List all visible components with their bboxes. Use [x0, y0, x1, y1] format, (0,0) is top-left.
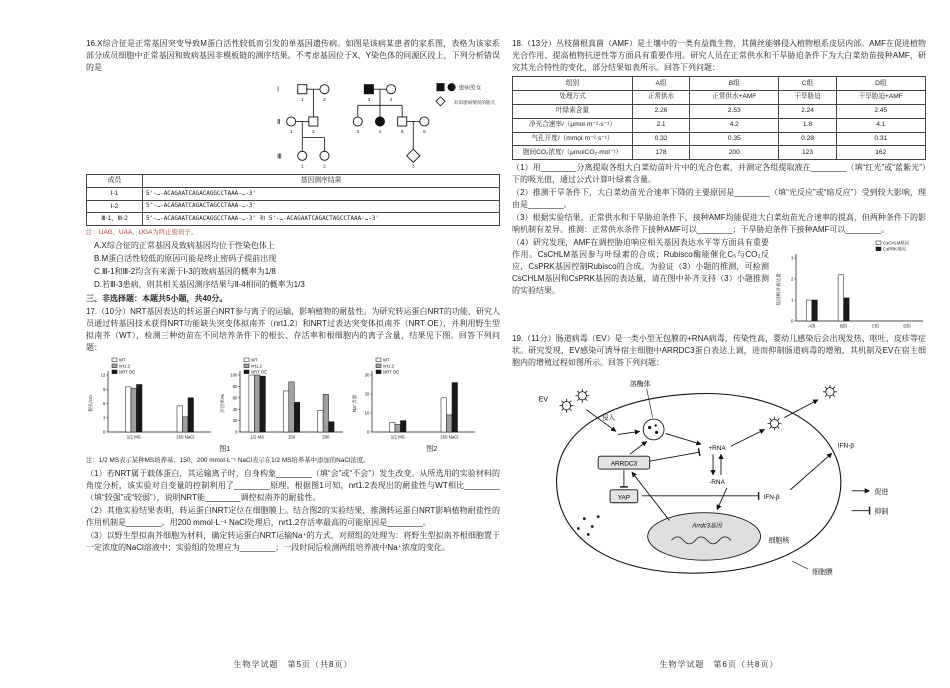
lysosome-label: 溶酶体	[629, 381, 651, 389]
table-cell: 5'-…-ACAGAATCAGACAGGCCTAAA-…-3'	[143, 188, 500, 201]
q17-stem: 17.（10分）NRT基因表达的转运蛋白NRT参与离子的运输，影响植物的耐盐性。为研究转运蛋白NRT的功能，研究人员通过转基因技术获得NRT功能缺失突变体拟南芥（nrt1.2）和NRT过表达突变体拟南芥（NRT OE），并利用野生型拟南芥（WT），检测三种幼苗在不同培养条件下的根长、存活率和根细胞内的离子含量，结果见下图。回答下列问题：	[86, 306, 500, 352]
table-cell: 2.24	[779, 104, 836, 118]
table-cell: 200	[690, 146, 779, 160]
q16-option-a: A.X综合征的正常基因及致病基因均位于性染色体上	[94, 240, 275, 250]
svg-text:150 NaCl: 150 NaCl	[176, 434, 195, 440]
q17-chart-survival-box	[218, 356, 346, 444]
table-cell: 0.31	[836, 132, 925, 146]
table-cell: 干旱胁迫+AMF	[836, 90, 925, 104]
q16-stem: 16.X综合征是正常基因突变导致M蛋白活性较低而引发的单基因遗传病。如图是该病某患者的家系图，表格为该家系部分成员细胞中正常基因和致病基因非模板链的测序结果。不考虑基因位于X、Y染色体的同源区段上，下列分析错误的是	[86, 39, 500, 72]
figure-2-caption: 图2	[426, 443, 438, 453]
svg-text:nrt1.2: nrt1.2	[251, 363, 262, 369]
svg-text:0: 0	[367, 429, 370, 435]
svg-text:CsCHLM基因: CsCHLM基因	[883, 240, 910, 246]
pedigree-symbols	[287, 85, 429, 163]
table-cell: 气孔开度/（mmol·m⁻²·s⁻¹）	[513, 132, 633, 146]
page-6-footer: 生物学试题 第6页（共8页）	[659, 660, 779, 669]
lysosome-shape	[643, 419, 664, 440]
table-cell: 0.32	[633, 132, 690, 146]
table-cell: 123	[779, 146, 836, 160]
table-header-cell: C组	[779, 77, 836, 91]
pedigree-member-number: 4	[378, 129, 382, 135]
q18-part-3: （3）根据实验结果，正常供水和干旱胁迫条件下，接种AMF均能促进大白菜幼苗光合速率的提高，但两种条件下的影响机制有差异。推测：正常供水条件下接种AMF可以________；干旱胁迫条件下接种AMF可以________。	[512, 213, 926, 235]
pedigree-legend	[436, 83, 496, 106]
svg-text:0: 0	[103, 429, 106, 435]
yap-label: YAP	[617, 494, 631, 502]
svg-text:WT: WT	[119, 357, 126, 363]
svg-text:1/2 MS: 1/2 MS	[126, 434, 141, 440]
table-cell: 胞间CO₂浓度/（μmolCO₂·mol⁻¹）	[513, 146, 633, 160]
ifn-beta-inside-label: IFN-β	[763, 494, 780, 502]
q17-chart-ion-box	[350, 356, 478, 444]
table-cell: 2.26	[633, 104, 690, 118]
q19-mechanism-diagram	[520, 372, 918, 580]
table-cell: 处理方式	[513, 90, 633, 104]
pedigree-member-number: 1	[300, 96, 304, 102]
q17-chart-root-length-box	[86, 356, 214, 444]
q16-sequencing-table	[86, 174, 500, 226]
svg-text:150: 150	[287, 434, 296, 440]
pedigree-member-number: 5	[400, 129, 404, 135]
svg-text:200: 200	[322, 434, 330, 440]
nucleus-shape	[648, 513, 761, 561]
svg-text:3: 3	[103, 414, 106, 420]
pedigree-generation-labels	[277, 87, 282, 161]
svg-text:0: 0	[235, 429, 238, 435]
q17-part-2: （2）其他实验结果表明，转运蛋白NRT定位在细胞膜上。结合图2的实验结果，推测转运蛋白NRT影响植物耐盐性的作用机制是________。用200 mmol·L⁻¹ NaCl处理后，nrt1.2存活率最高的可能原因是________。	[86, 506, 500, 528]
table-cell: 2.45	[836, 104, 925, 118]
svg-text:D组: D组	[903, 323, 911, 329]
q16-pedigree-chart	[272, 75, 496, 172]
svg-text:10: 10	[364, 410, 370, 416]
svg-text:150 NaCl: 150 NaCl	[440, 434, 459, 440]
table-header-cell: A组	[633, 77, 690, 91]
svg-text:NRT OE: NRT OE	[251, 369, 268, 375]
gen-label-2: Ⅱ	[277, 119, 281, 127]
q17-note: 注：1/2 MS表示某种MS培养基；150、200 mmol·L⁻¹ NaCl表示在1/2 MS培养基中添加的NaCl浓度。	[86, 457, 370, 465]
svg-text:CsPRK基因: CsPRK基因	[883, 246, 906, 252]
table-cell: 1.8	[779, 118, 836, 132]
table-cell: 2.1	[633, 118, 690, 132]
svg-text:WT: WT	[251, 357, 258, 363]
table-cell: 4.1	[836, 118, 925, 132]
table-cell: 0.35	[690, 132, 779, 146]
q16-pedigree-figure	[86, 75, 496, 172]
svg-text:NRT OE: NRT OE	[119, 369, 136, 375]
pedigree-member-number: 3	[356, 129, 360, 135]
q18-gene-expression-chart	[774, 239, 926, 333]
q19-diagram-figure	[512, 372, 926, 580]
q16-option-b: B.M蛋白活性较低的原因可能是终止密码子提前出现	[94, 253, 277, 263]
page-5-footer: 生物学试题 第5页（共8页）	[233, 660, 353, 669]
arrdc3-label: ARRDC3	[610, 460, 638, 468]
table-cell: 5'-…-ACAGAATCAGACAGGCCTAAA-…-3' 和 5'-…-ACAGAATCAGACTAGCCTAAA-…-3'	[143, 213, 500, 226]
q16-stop-codon-note: 注：UAG、UAA、UGA为终止密码子。	[86, 229, 198, 237]
table-cell: 0.28	[779, 132, 836, 146]
svg-text:WT: WT	[383, 357, 390, 363]
virus-icon	[768, 417, 782, 431]
ifn-beta-outside-label: IFN-β	[837, 442, 855, 450]
promote-legend-label: 促进	[874, 489, 889, 497]
table-cell: 4.2	[690, 118, 779, 132]
svg-text:0: 0	[791, 318, 794, 324]
svg-text:B组: B组	[839, 323, 848, 329]
pedigree-member-number: 3	[367, 96, 371, 102]
svg-text:1/2 MS: 1/2 MS	[250, 434, 265, 440]
q18-results-table	[512, 76, 926, 160]
inhibit-legend-label: 抑制	[874, 508, 889, 516]
minus-rna-label: -RNA	[709, 479, 725, 487]
table-header-cell: B组	[690, 77, 779, 91]
virus-icon	[575, 389, 589, 403]
q19-stem: 19.（11分）肠道病毒（EV）是一类小型无包膜的+RNA病毒，传染性高，婴幼儿感染后会出现发热、呕吐、皮疹等症状。研究发现，EV感染可诱导宿主细胞中ARRDC3蛋白表达上调，进而抑制肠道病毒的增殖，其机制及EV在宿主细胞内的增殖过程如图所示。回答下列问题：	[512, 334, 926, 368]
legend-affected-label: 患病男女	[458, 85, 482, 92]
q18-stem: 18.（13分）丛枝菌根真菌（AMF）是土壤中的一类有益微生物，其菌丝能够侵入植物根系皮层内部。AMF在促进植物光合作用、提高植物抗逆性等方面具有重要作用。研究人员在正常供水和干旱胁迫条件下为大白菜幼苗接种AMF，研究其光合特性的变化，部分结果如表所示。回答下列问题：	[512, 39, 926, 72]
table-cell: 162	[836, 146, 925, 160]
q16-option-d: D.若Ⅲ-3患病，则其相关基因测序结果与Ⅱ-4相同的概率为1/3	[94, 279, 305, 289]
svg-text:80: 80	[232, 383, 238, 389]
svg-text:40: 40	[232, 406, 238, 412]
table-header-cell: 组别	[513, 77, 633, 91]
table-cell: 178	[633, 146, 690, 160]
question-17	[86, 306, 500, 554]
svg-text:nrt1.2: nrt1.2	[119, 363, 130, 369]
pedigree-member-number: 6	[423, 129, 426, 135]
svg-text:nrt1.2: nrt1.2	[383, 363, 394, 369]
virus-icon	[823, 385, 837, 399]
svg-text:NRT OE: NRT OE	[383, 369, 400, 375]
figure-1-caption: 图1	[219, 443, 231, 453]
q16-option-c: C.Ⅲ-1和Ⅲ-2均含有来源于Ⅰ-3的致病基因的概率为1/8	[94, 266, 276, 276]
arrdc3-gene-label: Arrdc3基因	[692, 523, 722, 530]
table-cell: Ⅰ-1	[87, 188, 143, 201]
svg-text:基因相对表达量: 基因相对表达量	[776, 273, 781, 306]
table-cell: 叶绿素含量	[513, 104, 633, 118]
page-6	[512, 38, 926, 674]
svg-text:2: 2	[791, 276, 794, 282]
question-16	[86, 38, 500, 291]
gen-label-3: Ⅲ	[277, 153, 282, 161]
entry-label: 侵入	[602, 414, 615, 422]
svg-text:100: 100	[230, 372, 238, 378]
pedigree-member-number: 2	[323, 163, 326, 169]
section-3-heading: 三、非选择题：本题共5小题，共40分。	[86, 293, 228, 303]
svg-text:30: 30	[364, 372, 370, 378]
cell-membrane-label: 细胞膜	[812, 569, 833, 577]
q17-survival-rate-chart	[218, 356, 346, 444]
svg-text:存活率/%: 存活率/%	[220, 393, 225, 413]
q17-charts	[86, 356, 500, 444]
svg-text:9: 9	[103, 386, 106, 392]
lysosome-pointer	[647, 389, 653, 418]
svg-text:Na⁺含量: Na⁺含量	[352, 394, 357, 412]
svg-text:3: 3	[791, 255, 794, 261]
pedigree-member-number: 1	[289, 129, 293, 135]
q17-root-length-chart	[86, 356, 214, 444]
gen-label-1: Ⅰ	[277, 86, 280, 94]
q17-part-1: （1）若NRT属于载体蛋白，其运输离子时，自身构象________（填“会”或“不会”）发生改变。从所选用的实验材料的角度分析，该实验对自变量的控制利用了________原理。根据图1可知，nrt1.2表现出的耐盐性与WT相比________（填“较强”或“较弱”），说明NRT能________调控拟南芥的耐盐性。	[86, 469, 500, 503]
table-cell: 净光合速率/（μmol·m⁻²·s⁻¹）	[513, 118, 633, 132]
svg-text:1/2 MS: 1/2 MS	[390, 434, 405, 440]
nucleus-label: 细胞核	[768, 537, 790, 545]
q18-part-1: （1）用________分离提取各组大白菜幼苗叶片中的光合色素，并测定各组提取液在________（填“红光”或“蓝紫光”）下的吸光值，通过公式计算叶绿素含量。	[512, 163, 926, 185]
question-18	[512, 38, 926, 333]
svg-text:根长/cm: 根长/cm	[88, 394, 93, 412]
q17-ion-content-chart	[350, 356, 478, 444]
question-19	[512, 333, 926, 580]
virus-icon	[560, 399, 574, 413]
q18-part-2: （2）推测干旱条件下，大白菜幼苗光合速率下降的主要原因是________（填“光反应”或“暗反应”）受到较大影响，理由是________。	[512, 188, 926, 210]
svg-text:20: 20	[364, 391, 370, 397]
q18-part-4: （4）研究发现，AMF在调控胁迫响应相关基因表达水平等方面具有重要作用。CsCHLM基因参与叶绿素的合成；Rubisco酶能催化C₅与CO₂反应，CsPRK基因控制Rubisco的合成。为验证（3）小题的推测，可检测CsCHLM基因和CsPRK基因的表达量，请在图中补齐支持（3）小题推测的实验结果。	[512, 238, 769, 296]
table-cell: 2.53	[690, 104, 779, 118]
table-cell: 干旱胁迫	[779, 90, 836, 104]
pedigree-member-number: 4	[389, 96, 393, 102]
q18-part-4-row	[512, 237, 926, 333]
table-cell: Ⅰ-2	[87, 200, 143, 213]
pedigree-member-number: 1	[300, 163, 304, 169]
svg-text:60: 60	[232, 395, 238, 401]
table-cell: Ⅲ-1、Ⅲ-2	[87, 213, 143, 226]
table-header-cell: 基因测序结果	[143, 175, 500, 188]
table-cell: 5'-…-ACAGAATCAGACTAGCCTAAA-…-3'	[143, 200, 500, 213]
virus-particles	[577, 516, 600, 537]
svg-text:A组: A组	[808, 323, 816, 329]
table-header-cell: 成员	[87, 175, 143, 188]
table-cell: 正常供水	[633, 90, 690, 104]
legend-fetus-label: 未知患病情况的胎儿	[453, 99, 496, 105]
ev-label: EV	[538, 397, 548, 405]
table-cell: 正常供水+AMF	[690, 90, 779, 104]
plus-rna-label: +RNA	[708, 445, 726, 453]
svg-text:12: 12	[100, 372, 106, 378]
svg-text:1: 1	[791, 297, 794, 303]
pedigree-member-number: 2	[323, 96, 326, 102]
table-header-cell: D组	[836, 77, 925, 91]
svg-text:20: 20	[232, 417, 238, 423]
pedigree-member-number: 2	[312, 129, 315, 135]
svg-text:6: 6	[103, 400, 106, 406]
q17-figure-captions	[86, 444, 500, 455]
pedigree-member-number: 3	[411, 163, 415, 169]
q17-part-3: （3）以野生型拟南芥细胞为材料，确定转运蛋白NRT运输Na⁺的方式，对照组的处理为：将野生型拟南芥根细胞置于一定浓度的NaCl溶液中；实验组的处理应为________；一段时间后检测两组培养液中Na⁺浓度的变化。	[86, 531, 500, 553]
svg-text:C组: C组	[871, 323, 880, 329]
page-5	[86, 38, 500, 674]
